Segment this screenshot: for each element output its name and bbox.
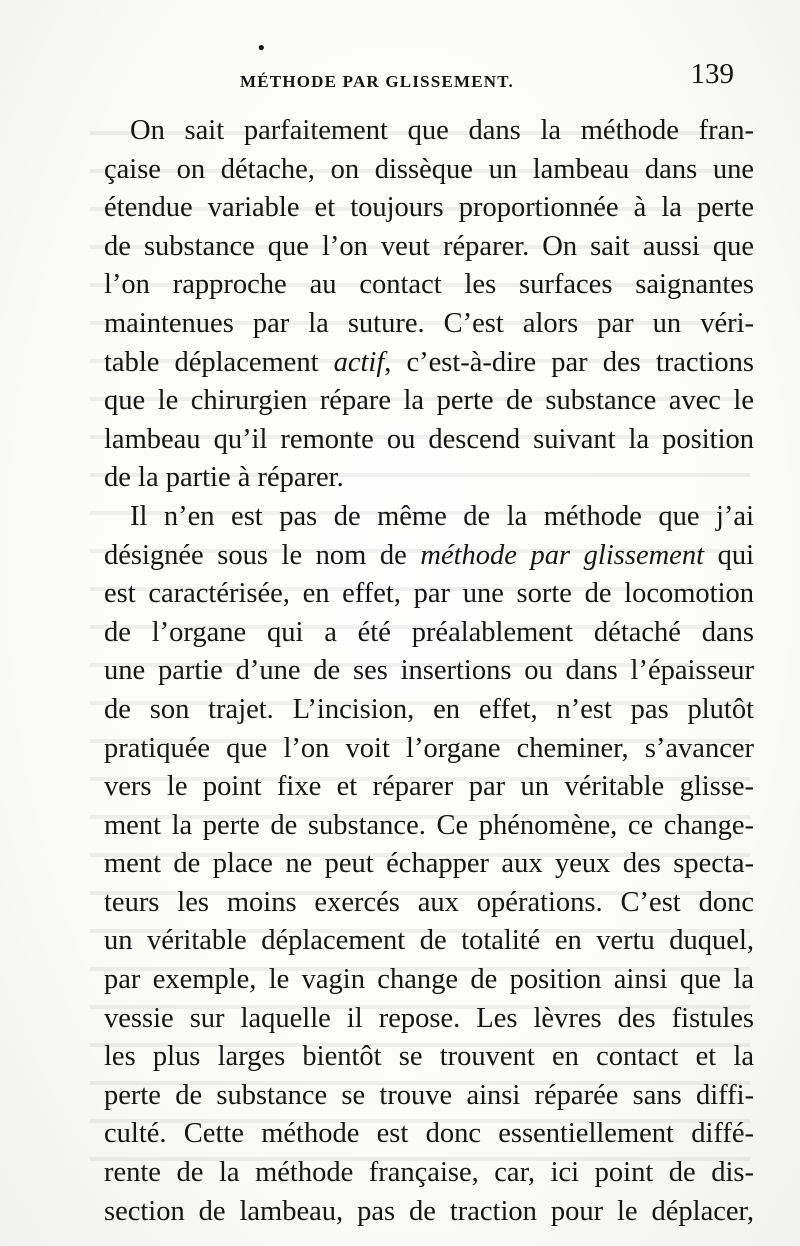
- text-line: culté. Cette méthode est donc essentiellement diffé-: [104, 1118, 754, 1150]
- text-line: étendue variable et toujours proportionnée à la perte: [104, 192, 754, 224]
- text-line: lambeau qu’il remonte ou descend suivant la position: [104, 423, 754, 455]
- text-run: désignée sous le nom de: [104, 539, 421, 571]
- text-line: vers le point fixe et réparer par un véritable glisse-: [104, 771, 754, 803]
- text-line: ment de place ne peut échapper aux yeux des specta-: [104, 848, 754, 880]
- text-line: section de lambeau, pas de traction pour le déplacer,: [104, 1195, 754, 1227]
- text-line: rente de la méthode française, car, ici point de dis-: [104, 1157, 754, 1189]
- text-line: de son trajet. L’incision, en effet, n’est pas plutôt: [104, 693, 754, 725]
- text-line: çaise on détache, on dissèque un lambeau dans une: [104, 153, 754, 185]
- text-line: l’on rapproche au contact les surfaces saignantes: [104, 269, 754, 301]
- text-line: [104, 344, 754, 383]
- italic-term: méthode par glissement: [420, 539, 704, 571]
- text-run: table déplacement: [104, 346, 334, 378]
- text-line: de la partie à réparer.: [104, 462, 344, 494]
- text-line: par exemple, le vagin change de position ainsi que la: [104, 964, 754, 996]
- text-line: de substance que l’on veut réparer. On sait aussi que: [104, 230, 754, 262]
- text-line: une partie d’une de ses insertions ou dans l’épaisseur: [104, 655, 754, 687]
- text-line: perte de substance se trouve ainsi réparée sans diffi-: [104, 1079, 754, 1111]
- text-line: Il n’en est pas de même de la méthode que j’ai: [130, 500, 754, 532]
- body-text: [104, 112, 754, 1231]
- text-line: [104, 537, 754, 576]
- text-line: vessie sur laquelle il repose. Les lèvres des fistules: [104, 1002, 754, 1034]
- text-line: ment la perte de substance. Ce phénomène, ce change-: [104, 809, 754, 841]
- italic-term: actif: [333, 346, 385, 378]
- text-line: teurs les moins exercés aux opérations. C’est donc: [104, 886, 754, 918]
- text-line: maintenues par la suture. C’est alors par un véri-: [104, 307, 754, 339]
- text-line: pratiquée que l’on voit l’organe cheminer, s’avancer: [104, 732, 754, 764]
- running-title: MÉTHODE PAR GLISSEMENT.: [240, 72, 514, 91]
- text-line: que le chirurgien répare la perte de substance avec le: [104, 385, 754, 417]
- text-line: On sait parfaitement que dans la méthode fran-: [130, 115, 754, 146]
- text-run: , c’est-à-dire par des tractions: [384, 346, 754, 378]
- page-number: 139: [690, 58, 734, 90]
- text-line: de l’organe qui a été préalablement détaché dans: [104, 616, 754, 648]
- text-line: est caractérisée, en effet, par une sorte de locomotion: [104, 578, 754, 610]
- text-line: les plus larges bientôt se trouvent en contact et la: [104, 1041, 754, 1073]
- text-line: un véritable déplacement de totalité en vertu duquel,: [104, 925, 754, 957]
- ink-mark: •: [256, 38, 267, 59]
- text-run: qui: [704, 539, 754, 571]
